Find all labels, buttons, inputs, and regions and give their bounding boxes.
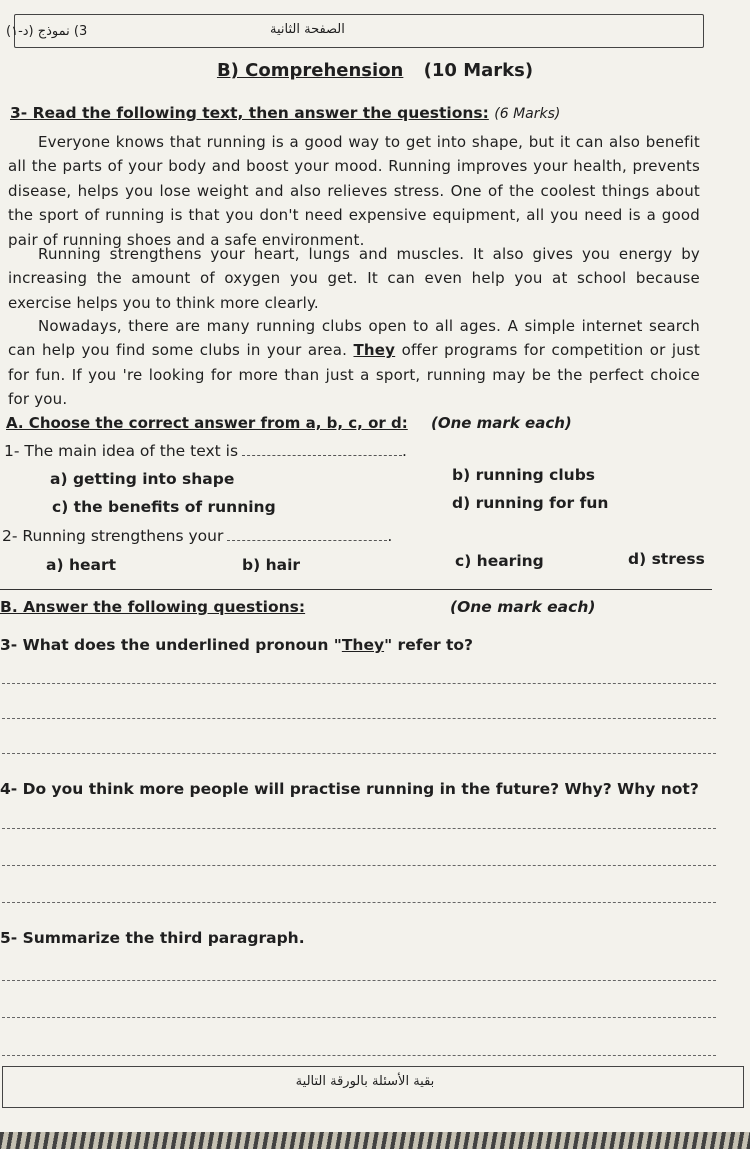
answer-line[interactable] <box>2 980 716 981</box>
section-title-text: B) Comprehension <box>216 60 404 81</box>
passage-p2-text: Running strengthens your heart, lungs and muscles. It also gives you energy by increasing the amount of oxygen you get. It can even help you at school because exercise helps you to think more clearly. <box>8 245 700 312</box>
answer-line[interactable] <box>2 683 716 684</box>
passage-p1-text: Everyone knows that running is a good way to get into shape, but it can also benefit all the parts of your body and boost your mood. Running improves your health, prevents disease, helps you lose weight and also relieves stress. One of the coolest things about the sport of running is that you don't need expensive equipment, all you need is a good pair of running shoes and a safe environment. <box>8 133 700 249</box>
section-divider <box>0 589 712 590</box>
part-a-title <box>6 414 572 432</box>
open-q3-text-a: 3- What does the underlined pronoun " <box>0 636 342 654</box>
mcq-1-option-d[interactable]: d) running for fun <box>452 494 609 512</box>
mcq-2-option-d[interactable]: d) stress <box>628 550 705 568</box>
part-a-marks: (One mark each) <box>431 414 572 432</box>
mcq-1-question: 1- The main idea of the text is . <box>4 442 407 460</box>
mcq-2-option-a[interactable]: a) heart <box>46 556 116 574</box>
question-3-title <box>10 104 560 122</box>
header-box <box>14 14 704 48</box>
answer-line[interactable] <box>2 1055 716 1056</box>
answer-line[interactable] <box>2 753 716 754</box>
part-b-instruction: B. Answer the following questions: <box>0 598 306 616</box>
mcq-2-option-b[interactable]: b) hair <box>242 556 301 574</box>
mcq-1-option-a[interactable]: a) getting into shape <box>50 470 235 488</box>
underlined-pronoun: They <box>353 341 396 360</box>
answer-line[interactable] <box>2 865 716 866</box>
answer-blank[interactable] <box>242 445 402 456</box>
answer-line[interactable] <box>2 1017 716 1018</box>
question-3-instruction: 3- Read the following text, then answer the questions: <box>10 104 489 122</box>
mcq-2-option-c[interactable]: c) hearing <box>455 552 544 570</box>
question-3-marks: (6 Marks) <box>494 106 561 122</box>
answer-line[interactable] <box>2 718 716 719</box>
section-title <box>0 60 750 81</box>
mcq-2-text: 2- Running strengthens your <box>2 527 224 545</box>
open-question-5: 5- Summarize the third paragraph. <box>0 929 305 947</box>
open-question-3 <box>0 636 473 654</box>
passage-paragraph-2 <box>8 242 700 315</box>
footer-continue-note: بقية الأسئلة بالورقة التالية <box>295 1074 435 1089</box>
part-b-marks: (One mark each) <box>450 598 596 616</box>
section-marks: (10 Marks) <box>423 60 534 81</box>
page-label: الصفحة الثانية <box>270 22 345 37</box>
mcq-1-option-c[interactable]: c) the benefits of running <box>52 498 276 516</box>
answer-line[interactable] <box>2 902 716 903</box>
passage-paragraph-3 <box>8 314 700 412</box>
answer-line[interactable] <box>2 828 716 829</box>
page-edge-strip <box>0 1132 750 1149</box>
open-q3-text-b: " refer to? <box>384 636 474 654</box>
answer-blank[interactable] <box>227 530 387 541</box>
mcq-1-text: 1- The main idea of the text is <box>4 442 239 460</box>
mcq-2-question: 2- Running strengthens your . <box>2 527 393 545</box>
model-label: 3) نموذج (د-١) <box>6 24 88 39</box>
passage-p3-text-b: offer programs for competition or just for fun. If you 're looking for more than just a sport, running may be the perfect choice for you. <box>8 341 701 409</box>
open-question-4: 4- Do you think more people will practise running in the future? Why? Why not? <box>0 780 699 798</box>
passage-paragraph-1 <box>8 130 700 252</box>
part-b-title <box>0 598 305 616</box>
passage-p3-text-a: Nowadays, there are many running clubs open to all ages. A simple internet search can help you find some clubs in your area. <box>8 317 700 360</box>
part-a-instruction: A. Choose the correct answer from a, b, c, or d: <box>6 414 408 432</box>
mcq-1-option-b[interactable]: b) running clubs <box>452 466 596 484</box>
open-q3-word: They <box>341 636 385 654</box>
